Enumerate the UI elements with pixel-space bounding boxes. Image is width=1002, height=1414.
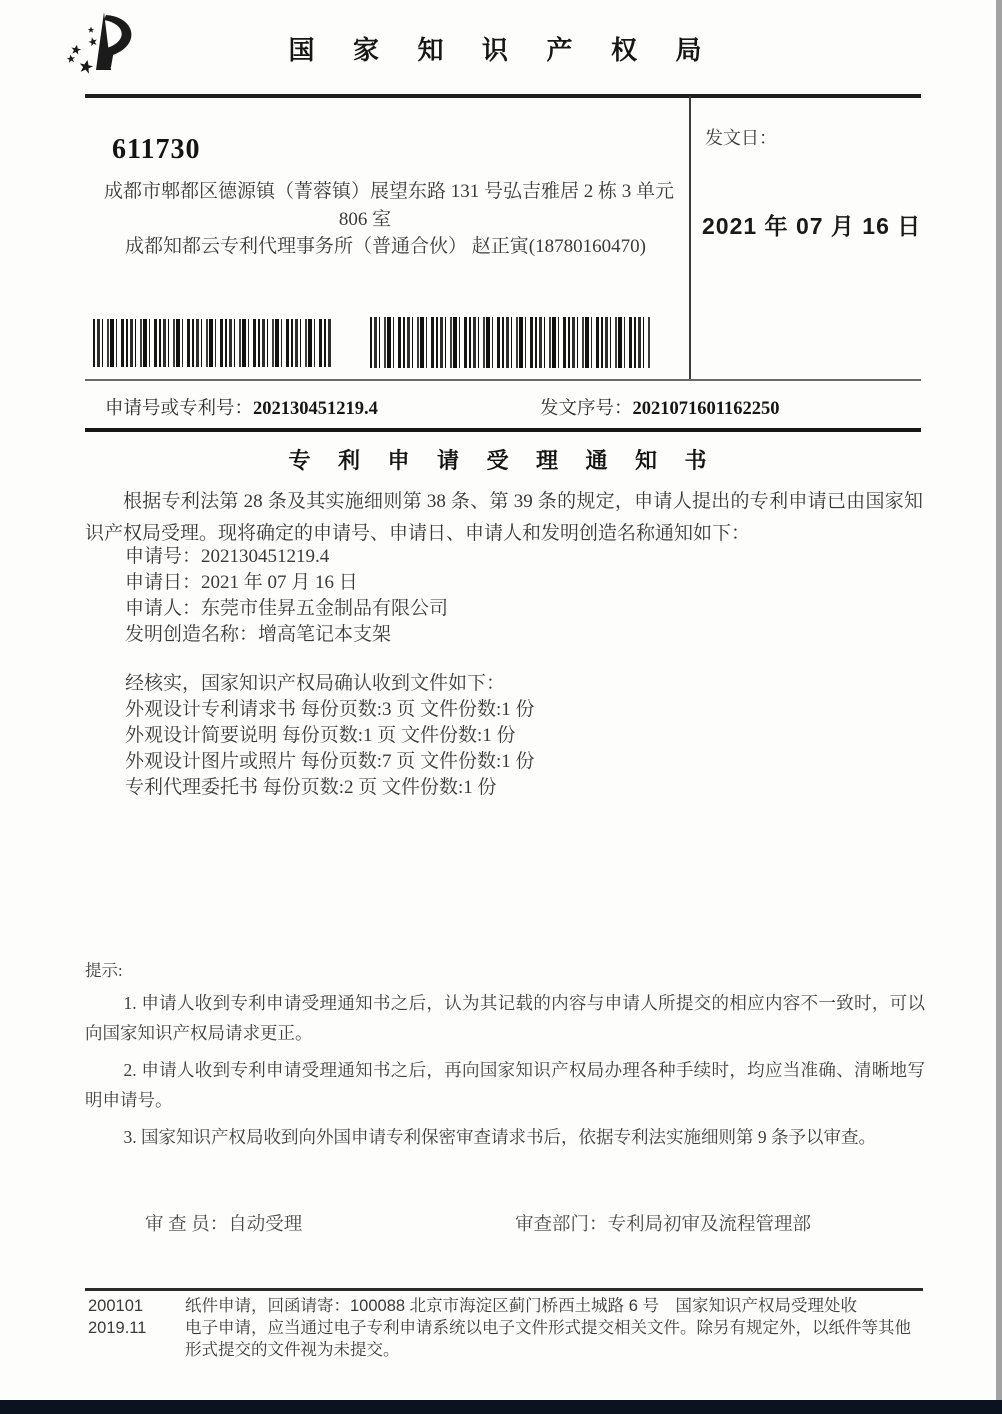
thick-rule [85,428,921,432]
application-number-value: 202130451219.4 [253,399,378,419]
dispatch-date-label: 发文日： [705,128,777,148]
received-doc-item: 外观设计专利请求书 每份页数:3 页 文件份数:1 份 [125,699,535,720]
top-rule [85,94,921,98]
barcode-icon [93,319,331,367]
examining-department [515,1210,811,1236]
field-label: 申请号： [125,546,202,567]
electronic-filing-line: 电子申请，应当通过电子专利申请系统以电子文件形式提交相关文件。除另有规定外，以纸件等其他形式提交的文件视为未提交。 [185,1319,911,1359]
reference-row [85,394,921,424]
form-codes [88,1295,185,1361]
examiner [145,1210,302,1236]
footer-rule [85,1288,923,1291]
received-intro: 经核实，国家知识产权局确认收到文件如下： [125,673,506,694]
application-fields [125,544,448,648]
field-label: 申请日： [125,572,202,593]
field-applicant [125,596,448,622]
notice-intro: 根据专利法第 28 条及其实施细则第 38 条、第 39 条的规定，申请人提出的专利申请已由国家知识产权局受理。现将确定的申请号、申请日、申请人和发明创造名称通知如下： [85,491,923,544]
serial-number-value: 2021071601162250 [632,399,780,419]
field-filing-date [125,570,448,596]
received-doc-item: 外观设计图片或照片 每份页数:7 页 文件份数:1 份 [125,751,535,772]
application-number [105,394,378,420]
received-doc-item: 专利代理委托书 每份页数:2 页 文件份数:1 份 [125,777,497,798]
field-label: 发明创造名称： [125,624,259,645]
footer-instructions [185,1295,925,1361]
received-documents [125,671,535,801]
scan-edge-right [996,0,1002,1402]
department-value: 专利局初审及流程管理部 [607,1215,812,1235]
application-number-label: 申请号或专利号： [105,399,254,419]
examiner-label: 审 查 员： [145,1215,229,1235]
form-date: 2019.11 [88,1319,147,1337]
field-value: 202130451219.4 [201,546,330,567]
barcode-icon [370,317,651,368]
field-application-no [125,544,448,570]
tip-item: 1. 申请人收到专利申请受理通知书之后，认为其记载的内容与申请人所提交的相应内容不一致时，可以向国家知识产权局请求更正。 [85,993,925,1043]
tip-item: 2. 申请人收到专利申请受理通知书之后，再向国家知识产权局办理各种手续时，均应当准确、清晰地写明申请号。 [85,1060,925,1110]
recipient-address-line2: 806 室 [338,209,392,230]
sign-off-row [85,1210,921,1236]
field-value: 东莞市佳昇五金制品有限公司 [201,598,449,619]
postal-code: 611730 [112,134,201,165]
form-code: 200101 [88,1297,144,1315]
serial-number-label: 发文序号： [540,399,633,419]
serial-number [540,394,780,420]
dispatch-date-value: 2021 年 07 月 16 日 [702,213,922,239]
org-title: 国 家 知 识 产 权 局 [288,36,718,65]
tips-section [85,957,925,1152]
tips-label: 提示: [85,961,123,980]
department-label: 审查部门： [515,1215,608,1235]
mid-rule [85,379,921,381]
received-doc-item: 外观设计简要说明 每份页数:1 页 文件份数:1 份 [125,725,516,746]
agency-contact-line: 成都知都云专利代理事务所（普通合伙） 赵正寅(18780160470) [125,236,646,257]
examiner-value: 自动受理 [228,1215,303,1235]
scan-edge-bottom [0,1400,1002,1414]
field-invention-title [125,622,448,648]
footer [88,1295,926,1361]
field-value: 增高笔记本支架 [258,624,392,645]
tip-item: 3. 国家知识产权局收到向外国申请专利保密审查请求书后，依据专利法实施细则第 9 条予以审查。 [123,1127,876,1147]
field-value: 2021 年 07 月 16 日 [201,572,358,593]
field-label: 申请人： [125,598,202,619]
paper-filing-line: 纸件申请，回函请寄：100088 北京市海淀区蓟门桥西土城路 6 号 国家知识产权局受理处收 [185,1297,857,1315]
recipient-address-line1: 成都市郫都区德源镇（菁蓉镇）展望东路 131 号弘吉雅居 2 栋 3 单元 [104,181,675,202]
notice-title: 专 利 申 请 受 理 通 知 书 [288,448,718,473]
dispatch-box-divider [689,96,691,380]
